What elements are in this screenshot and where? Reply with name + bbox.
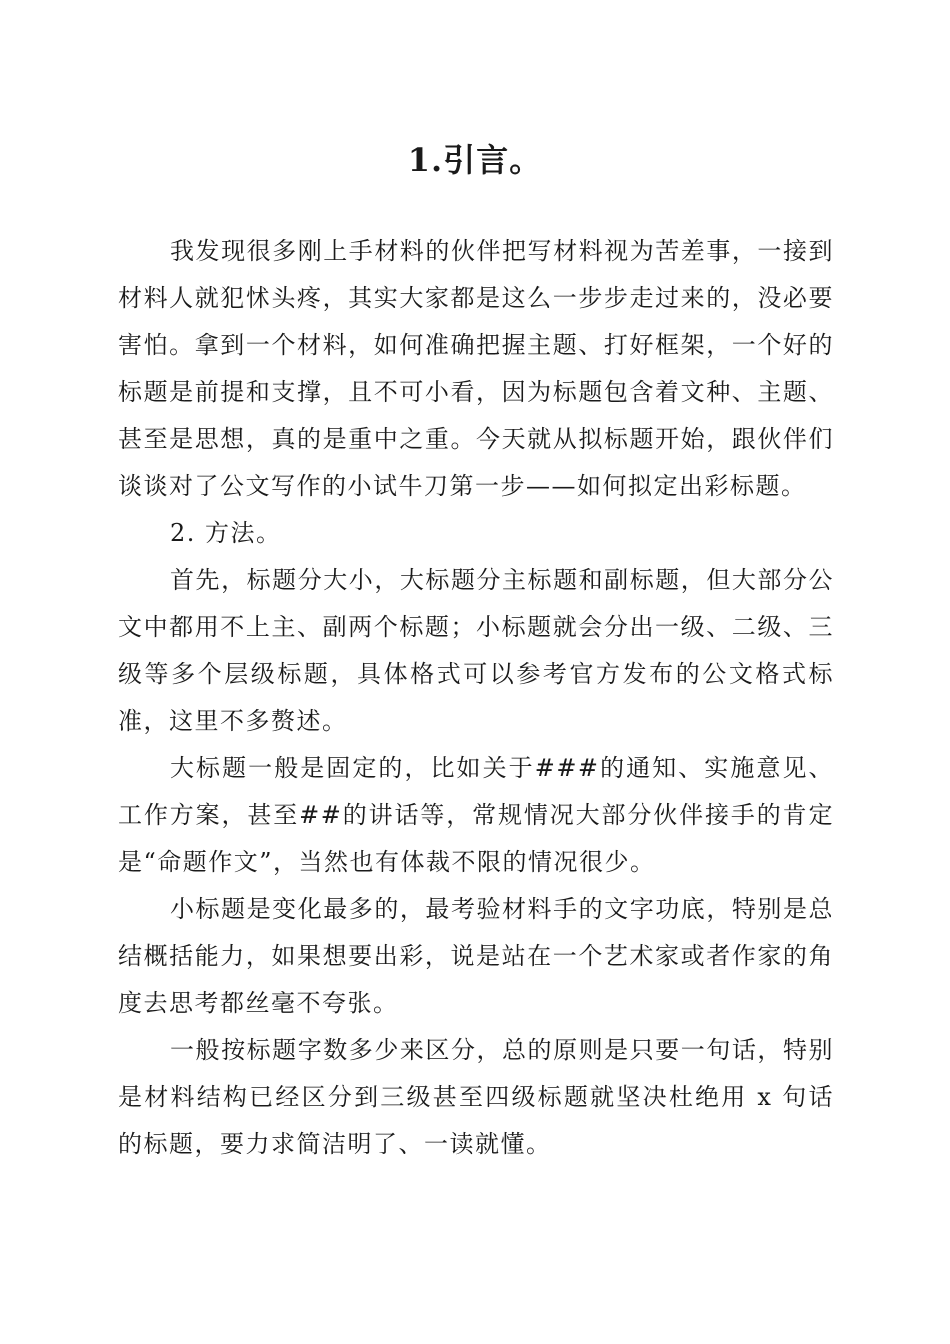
- paragraph-word-count: 一般按标题字数多少来区分，总的原则是只要一句话，特别是材料结构已经区分到三级甚至四级标题就坚决杜绝用 x 句话的标题，要力求简洁明了、一读就懂。: [118, 1036, 834, 1158]
- paragraph-subtitle: 小标题是变化最多的，最考验材料手的文字功底，特别是总结概括能力，如果想要出彩，说是站在一个艺术家或者作家的角度去思考都丝毫不夸张。: [118, 895, 834, 1017]
- paragraph-section-heading: 2. 方法。: [170, 519, 282, 547]
- paragraph-title-levels: 首先，标题分大小，大标题分主标题和副标题，但大部分公文中都用不上主、副两个标题；小标题就会分出一级、二级、三级等多个层级标题，具体格式可以参考官方发布的公文格式标准，这里不多赘述。: [118, 566, 834, 735]
- paragraph-main-title: 大标题一般是固定的，比如关于###的通知、实施意见、工作方案，甚至##的讲话等，常规情况大部分伙伴接手的肯定是“命题作文”，当然也有体裁不限的情况很少。: [118, 754, 834, 876]
- document-body: [118, 228, 834, 1168]
- document-title: 1.引言。: [407, 141, 543, 179]
- paragraph-intro: 我发现很多刚上手材料的伙伴把写材料视为苦差事，一接到材料人就犯怵头疼，其实大家都是这么一步步走过来的，没必要害怕。拿到一个材料，如何准确把握主题、打好框架，一个好的标题是前提和支撑，且不可小看，因为标题包含着文种、主题、甚至是思想，真的是重中之重。今天就从拟标题开始，跟伙伴们谈谈对了公文写作的小试牛刀第一步——如何拟定出彩标题。: [118, 237, 834, 500]
